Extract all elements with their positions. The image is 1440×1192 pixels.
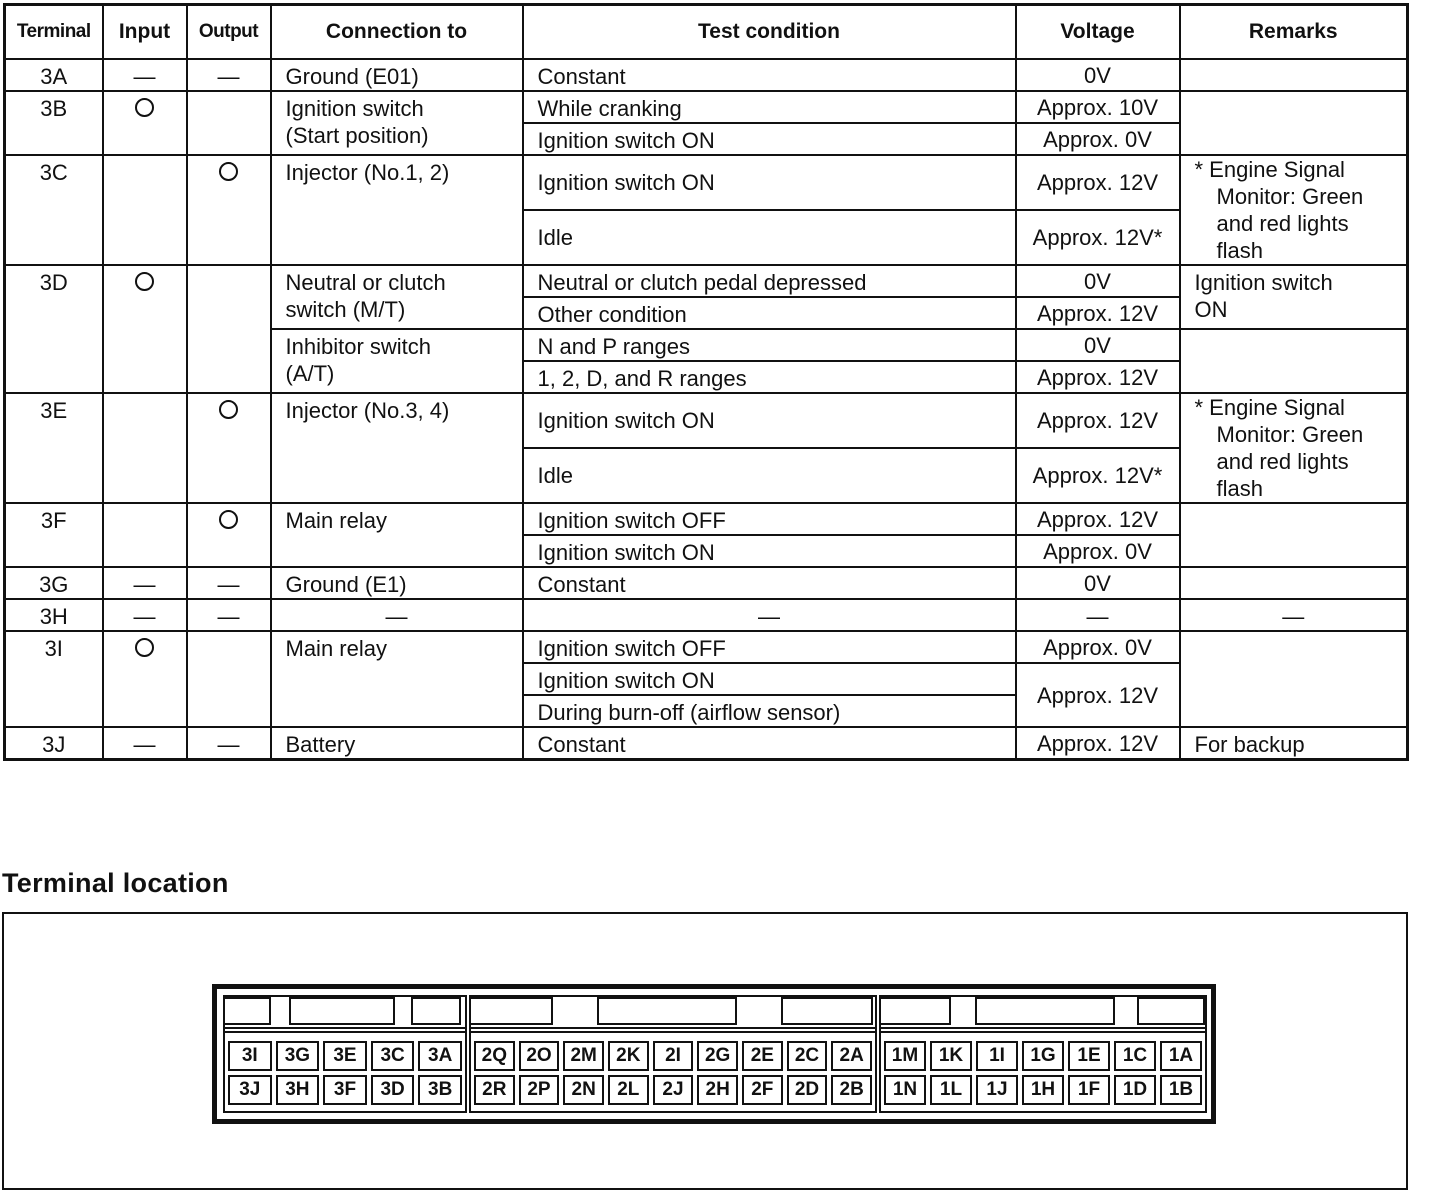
connector-pin: 1N — [884, 1075, 926, 1105]
voltage-cell: Approx. 0V — [1016, 631, 1180, 663]
connector-pin: 3G — [276, 1041, 320, 1071]
connector-pin: 2M — [563, 1041, 604, 1071]
voltage-dash: — — [1016, 599, 1180, 631]
connector-latch-tab — [975, 997, 1115, 1025]
table-row — [5, 503, 1408, 535]
test-condition-cell: 1, 2, D, and R ranges — [523, 361, 1016, 393]
remark-line: Monitor: Green — [1216, 184, 1364, 209]
voltage-cell: 0V — [1016, 59, 1180, 91]
output-marker-icon — [219, 400, 238, 419]
connector-pin: 2E — [742, 1041, 783, 1071]
connector-block-3 — [223, 995, 467, 1113]
remark-line: flash — [1216, 238, 1263, 263]
remarks-dash: — — [1180, 599, 1408, 631]
connector-rail — [881, 1027, 1205, 1033]
connector-block-2 — [469, 995, 877, 1113]
input-cell — [103, 503, 187, 567]
table-row — [5, 599, 1408, 631]
voltage-cell: Approx. 12V — [1016, 297, 1180, 329]
test-condition-cell: Ignition switch ON — [523, 123, 1016, 155]
connector-pin: 3J — [228, 1075, 272, 1105]
connection-cell: Battery — [271, 727, 523, 760]
connector-pin: 3A — [418, 1041, 462, 1071]
table-row — [5, 393, 1408, 448]
connector-pin: 2G — [697, 1041, 738, 1071]
connector-pin: 1G — [1022, 1041, 1064, 1071]
input-marker-icon — [135, 98, 154, 117]
connector-pin: 1H — [1022, 1075, 1064, 1105]
connection-cell: Main relay — [271, 631, 523, 727]
table-row — [5, 59, 1408, 91]
header-connection: Connection to — [271, 5, 523, 60]
connector-pin: 1D — [1114, 1075, 1156, 1105]
test-condition-cell: Ignition switch ON — [523, 155, 1016, 210]
terminal-cell: 3J — [5, 727, 103, 760]
remarks-cell — [1180, 155, 1408, 265]
header-input: Input — [103, 5, 187, 60]
test-condition-cell: Idle — [523, 210, 1016, 265]
voltage-cell: Approx. 12V — [1016, 727, 1180, 760]
connector-pin: 1M — [884, 1041, 926, 1071]
connector-latch-tab — [223, 997, 271, 1025]
connector-pin: 2O — [519, 1041, 560, 1071]
test-condition-cell: During burn-off (airflow sensor) — [523, 695, 1016, 727]
terminal-spec-table — [3, 3, 1409, 761]
connection-cell: Main relay — [271, 503, 523, 567]
remark-line: ON — [1194, 297, 1228, 322]
voltage-cell: Approx. 12V — [1016, 155, 1180, 210]
terminal-cell: 3H — [5, 599, 103, 631]
test-condition-cell: While cranking — [523, 91, 1016, 123]
connection-cell: Ground (E01) — [271, 59, 523, 91]
remark-line: flash — [1216, 476, 1263, 501]
test-condition-cell: Neutral or clutch pedal depressed — [523, 265, 1016, 297]
remarks-cell — [1180, 329, 1408, 393]
output-cell — [187, 503, 271, 567]
connector-pin: 3F — [323, 1075, 367, 1105]
connector-pin: 2A — [831, 1041, 872, 1071]
connector-pin: 1F — [1068, 1075, 1110, 1105]
output-dash: — — [187, 599, 271, 631]
connector-pin: 2C — [787, 1041, 828, 1071]
output-cell — [187, 155, 271, 265]
connector-pin: 2J — [653, 1075, 694, 1105]
connector-latch-tab — [597, 997, 737, 1025]
remark-line: Ignition switch — [1194, 270, 1333, 295]
table-row — [5, 155, 1408, 210]
voltage-cell: 0V — [1016, 265, 1180, 297]
test-condition-cell: Ignition switch ON — [523, 663, 1016, 695]
connector-pin: 1L — [930, 1075, 972, 1105]
remark-line: and red lights — [1216, 449, 1349, 474]
header-voltage: Voltage — [1016, 5, 1180, 60]
ecu-connector-diagram — [212, 984, 1216, 1124]
output-cell — [187, 393, 271, 503]
connector-pin: 1J — [976, 1075, 1018, 1105]
connector-pin: 2P — [519, 1075, 560, 1105]
output-marker-icon — [219, 162, 238, 181]
connector-latch-tab — [289, 997, 395, 1025]
header-remarks: Remarks — [1180, 5, 1408, 60]
voltage-cell: Approx. 12V — [1016, 361, 1180, 393]
voltage-cell: Approx. 0V — [1016, 535, 1180, 567]
output-marker-icon — [219, 510, 238, 529]
remarks-cell — [1180, 91, 1408, 155]
connector-pin: 3B — [418, 1075, 462, 1105]
table-header-row — [5, 5, 1408, 60]
connector-pin: 3E — [323, 1041, 367, 1071]
test-condition-cell: Ignition switch ON — [523, 393, 1016, 448]
test-condition-cell: Ignition switch ON — [523, 535, 1016, 567]
table-row — [5, 567, 1408, 599]
connector-pin: 3D — [371, 1075, 415, 1105]
connector-pin: 2K — [608, 1041, 649, 1071]
test-condition-cell: Other condition — [523, 297, 1016, 329]
output-cell — [187, 91, 271, 155]
remark-line: * Engine Signal — [1194, 157, 1345, 182]
test-condition-cell: Constant — [523, 567, 1016, 599]
remarks-cell — [1180, 59, 1408, 91]
remarks-cell — [1180, 393, 1408, 503]
table-row — [5, 91, 1408, 123]
connector-pin: 2L — [608, 1075, 649, 1105]
header-test-condition: Test condition — [523, 5, 1016, 60]
pin-grid — [474, 1041, 872, 1105]
test-condition-cell: Idle — [523, 448, 1016, 503]
voltage-cell: Approx. 12V — [1016, 393, 1180, 448]
connection-cell: Inhibitor switch (A/T) — [271, 329, 523, 393]
voltage-cell: Approx. 12V* — [1016, 448, 1180, 503]
header-output: Output — [187, 5, 271, 60]
connector-pin: 1I — [976, 1041, 1018, 1071]
input-dash: — — [103, 727, 187, 760]
output-dash: — — [187, 727, 271, 760]
input-marker-icon — [135, 638, 154, 657]
voltage-cell: 0V — [1016, 567, 1180, 599]
connector-pin: 2N — [563, 1075, 604, 1105]
table-row — [5, 631, 1408, 663]
test-condition-dash: — — [523, 599, 1016, 631]
remarks-cell — [1180, 567, 1408, 599]
input-dash: — — [103, 59, 187, 91]
voltage-cell: 0V — [1016, 329, 1180, 361]
remark-line: and red lights — [1216, 211, 1349, 236]
terminal-cell: 3F — [5, 503, 103, 567]
test-condition-cell: Ignition switch OFF — [523, 503, 1016, 535]
output-dash: — — [187, 59, 271, 91]
connector-pin: 2I — [653, 1041, 694, 1071]
input-cell — [103, 631, 187, 727]
connector-pin: 3I — [228, 1041, 272, 1071]
input-cell — [103, 155, 187, 265]
connector-pin: 1C — [1114, 1041, 1156, 1071]
terminal-cell: 3E — [5, 393, 103, 503]
connector-rail — [225, 1027, 465, 1033]
test-condition-cell: Constant — [523, 59, 1016, 91]
test-condition-cell: Constant — [523, 727, 1016, 760]
connector-pin: 3C — [371, 1041, 415, 1071]
input-dash: — — [103, 599, 187, 631]
terminal-cell: 3D — [5, 265, 103, 393]
pin-grid — [228, 1041, 462, 1105]
terminal-location-panel — [2, 912, 1408, 1190]
connector-latch-tab — [879, 997, 951, 1025]
terminal-cell: 3G — [5, 567, 103, 599]
terminal-location-title: Terminal location — [2, 868, 229, 898]
connector-latch-tab — [1137, 997, 1205, 1025]
output-cell — [187, 265, 271, 393]
remarks-cell — [1180, 631, 1408, 727]
connection-cell: Neutral or clutch switch (M/T) — [271, 265, 523, 329]
terminal-cell: 3I — [5, 631, 103, 727]
connector-pin: 1A — [1160, 1041, 1202, 1071]
terminal-cell: 3B — [5, 91, 103, 155]
voltage-cell: Approx. 0V — [1016, 123, 1180, 155]
voltage-cell: Approx. 12V* — [1016, 210, 1180, 265]
connection-cell: Injector (No.3, 4) — [271, 393, 523, 503]
connection-cell: Ignition switch (Start position) — [271, 91, 523, 155]
connector-pin: 1B — [1160, 1075, 1202, 1105]
output-cell — [187, 631, 271, 727]
table-row — [5, 727, 1408, 760]
connector-latch-tab — [781, 997, 873, 1025]
terminal-cell: 3A — [5, 59, 103, 91]
pin-grid — [884, 1041, 1202, 1105]
output-dash: — — [187, 567, 271, 599]
connector-pin: 2R — [474, 1075, 515, 1105]
connector-pin: 2B — [831, 1075, 872, 1105]
input-cell — [103, 393, 187, 503]
connector-latch-tab — [469, 997, 553, 1025]
table-row — [5, 265, 1408, 297]
remarks-cell — [1180, 265, 1408, 329]
connection-dash: — — [271, 599, 523, 631]
voltage-cell: Approx. 10V — [1016, 91, 1180, 123]
connector-pin: 2D — [787, 1075, 828, 1105]
connector-latch-tab — [411, 997, 461, 1025]
remark-line: * Engine Signal — [1194, 395, 1345, 420]
connection-cell: Ground (E1) — [271, 567, 523, 599]
input-cell — [103, 265, 187, 393]
terminal-cell: 3C — [5, 155, 103, 265]
connector-pin: 2F — [742, 1075, 783, 1105]
connector-pin: 2Q — [474, 1041, 515, 1071]
header-terminal: Terminal — [5, 5, 103, 60]
test-condition-cell: Ignition switch OFF — [523, 631, 1016, 663]
input-marker-icon — [135, 272, 154, 291]
remarks-cell: For backup — [1180, 727, 1408, 760]
remarks-cell — [1180, 503, 1408, 567]
connector-pin: 2H — [697, 1075, 738, 1105]
input-dash: — — [103, 567, 187, 599]
connector-pin: 3H — [276, 1075, 320, 1105]
voltage-cell: Approx. 12V — [1016, 663, 1180, 727]
connection-cell: Injector (No.1, 2) — [271, 155, 523, 265]
remark-line: Monitor: Green — [1216, 422, 1364, 447]
test-condition-cell: N and P ranges — [523, 329, 1016, 361]
connector-rail — [471, 1027, 875, 1033]
connector-pin: 1K — [930, 1041, 972, 1071]
connector-pin: 1E — [1068, 1041, 1110, 1071]
voltage-cell: Approx. 12V — [1016, 503, 1180, 535]
connector-block-1 — [879, 995, 1207, 1113]
input-cell — [103, 91, 187, 155]
